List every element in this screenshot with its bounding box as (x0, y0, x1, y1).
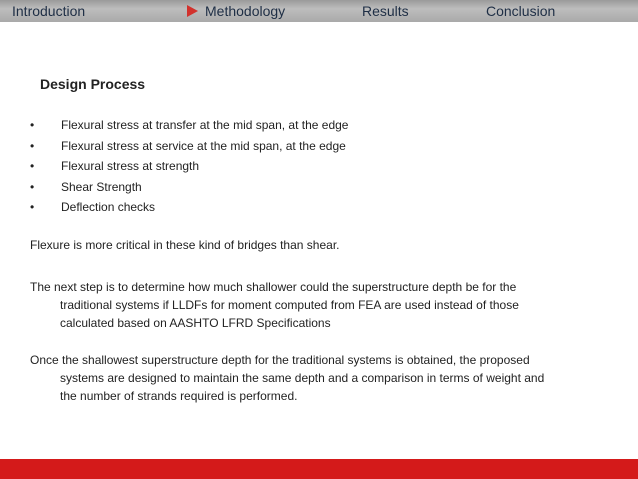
paragraph-line: calculated based on AASHTO LFRD Specifications (60, 316, 331, 330)
paragraph-line: The next step is to determine how much shallower could the superstructure depth be for the (30, 280, 517, 294)
list-item (30, 115, 348, 136)
current-section-arrow-icon (187, 5, 198, 17)
paragraph-line: traditional systems if LLDFs for moment computed from FEA are used instead of those (60, 298, 519, 312)
paragraph-flexure-critical (30, 236, 605, 254)
list-item (30, 156, 348, 177)
bullet-icon: • (30, 138, 35, 153)
paragraph-shallowest-depth (30, 351, 605, 405)
nav-introduction[interactable]: Introduction (12, 3, 86, 19)
top-navigation-bar (0, 0, 638, 22)
list-item-text: Deflection checks (61, 200, 156, 214)
bullet-icon: • (30, 118, 35, 132)
bullet-icon: • (30, 179, 35, 194)
nav-results[interactable]: Results (362, 3, 409, 19)
slide-title: Design Process (40, 76, 146, 92)
list-item (30, 177, 348, 198)
nav-methodology[interactable]: Methodology (205, 3, 286, 19)
design-checks-list (30, 115, 348, 218)
bullet-icon: • (30, 159, 35, 173)
paragraph-line: Flexure is more critical in these kind of bridges than shear. (30, 238, 340, 252)
paragraph-line: systems are designed to maintain the same depth and a comparison in terms of weight and (60, 371, 545, 385)
list-item-text: Shear Strength (61, 179, 142, 194)
list-item (30, 136, 348, 157)
nav-conclusion[interactable]: Conclusion (486, 3, 556, 19)
list-item (30, 197, 348, 218)
paragraph-line: the number of strands required is performed. (60, 389, 298, 403)
list-item-text: Flexural stress at strength (61, 159, 200, 173)
footer-bar (0, 459, 638, 479)
list-item-text: Flexural stress at transfer at the mid span, at the edge (61, 118, 349, 132)
bullet-icon: • (30, 200, 35, 214)
list-item-text: Flexural stress at service at the mid span, at the edge (61, 138, 346, 153)
paragraph-next-step (30, 278, 605, 332)
paragraph-line: Once the shallowest superstructure depth for the traditional systems is obtained, the proposed (30, 353, 530, 367)
